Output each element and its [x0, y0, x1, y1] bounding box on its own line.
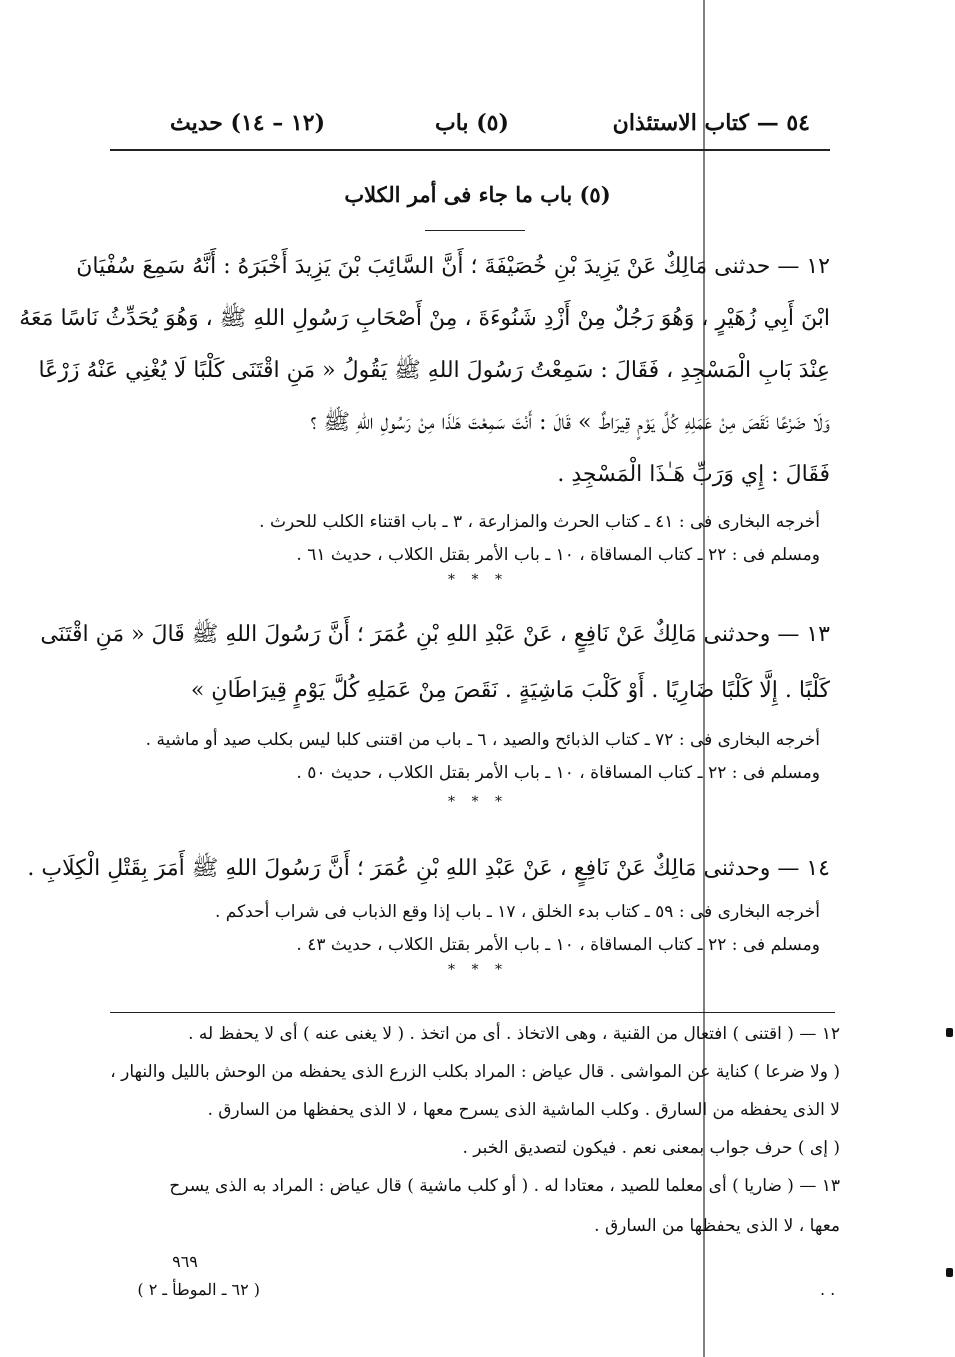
hadith-13-line-1: ١٣ — وحدثنى مَالِكٌ عَنْ نَافِعٍ ، عَنْ عَبْدِ اللهِ بْنِ عُمَرَ ؛ أَنَّ رَسُولَ اللهِ ﷺ قَالَ « مَنِ اقْتَنَى: [40, 622, 830, 647]
separator-3: * * *: [448, 962, 508, 978]
footnote-line-2: ( ولا ضرعا ) كناية عن المواشى . قال عياض : المراد بكلب الزرع الذى يحفظه من الوحش بالليل والنهار ،: [110, 1062, 840, 1082]
title-underline: [425, 230, 525, 231]
hadith-13-line-2: كَلْبًا . إِلَّا كَلْبًا ضَارِيًا . أَوْ كَلْبَ مَاشِيَةٍ . نَقَصَ مِنْ عَمَلِهِ كُلَّ يَوْمٍ قِيرَاطَانِ »: [190, 678, 830, 703]
corner-dots: . .: [820, 1280, 836, 1299]
header-rule: [110, 149, 830, 151]
hadith-12-line-1: ١٢ — حدثنى مَالِكٌ عَنْ يَزِيدَ بْنِ خُصَيْفَةَ ؛ أَنَّ السَّائِبَ بْنَ يَزِيدَ أَخْبَرَهُ : أَنَّهُ سَمِعَ سُفْيَانَ: [76, 254, 830, 279]
footnote-line-6: معها ، لا الذى يحفظها من السارق .: [594, 1216, 840, 1236]
hadith-13-ref-2: ومسلم فى : ٢٢ ـ كتاب المساقاة ، ١٠ ـ باب الأمر بقتل الكلاب ، حديث ٥٠ .: [296, 763, 820, 783]
footnote-line-4: ( إى ) حرف جواب بمعنى نعم . فيكون لتصديق الخبر .: [462, 1138, 840, 1158]
hadith-14-ref-1: أخرجه البخارى فى : ٥٩ ـ كتاب بدء الخلق ، ١٧ ـ باب إذا وقع الذباب فى شراب أحدكم .: [214, 902, 820, 922]
header-hadith-range: (١٢ – ١٤) حديث: [170, 110, 325, 136]
footnote-rule: [110, 1012, 835, 1013]
hadith-13-ref-1: أخرجه البخارى فى : ٧٢ ـ كتاب الذبائح والصيد ، ٦ ـ باب من اقتنى كلبا ليس بكلب صيد أو ماشية .: [145, 730, 820, 750]
footnote-line-5: ١٣ — ( ضاريا ) أى معلما للصيد ، معتادا له . ( أو كلب ماشية ) قال عياض : المراد به الذى يسرح: [169, 1176, 840, 1196]
header-book-title: ٥٤ — كتاب الاستئذان: [612, 110, 810, 136]
hadith-12-line-3: عِنْدَ بَابِ الْمَسْجِدِ ، فَقَالَ : سَمِعْتُ رَسُولَ اللهِ ﷺ يَقُولُ « مَنِ اقْتَنَى كَلْبًا لَا يُغْنِي عَنْهُ زَرْعًا: [38, 358, 830, 383]
running-header: [150, 110, 810, 146]
hadith-14-ref-2: ومسلم فى : ٢٢ ـ كتاب المساقاة ، ١٠ ـ باب الأمر بقتل الكلاب ، حديث ٤٣ .: [296, 935, 820, 955]
hadith-12-ref-2: ومسلم فى : ٢٢ ـ كتاب المساقاة ، ١٠ ـ باب الأمر بقتل الكلاب ، حديث ٦١ .: [296, 545, 820, 565]
scan-mark: [946, 1028, 953, 1037]
hadith-14-line-1: ١٤ — وحدثنى مَالِكٌ عَنْ نَافِعٍ ، عَنْ عَبْدِ اللهِ بْنِ عُمَرَ ؛ أَنَّ رَسُولَ اللهِ ﷺ أَمَرَ بِقَتْلِ الْكِلَابِ .: [27, 856, 830, 881]
hadith-12-line-2: ابْنَ أَبِي زُهَيْرٍ ، وَهُوَ رَجُلٌ مِنْ أَزْدِ شَنُوءَةَ ، مِنْ أَصْحَابِ رَسُولِ اللهِ ﷺ ، وَهُوَ يُحَدِّثُ نَاسًا مَعَهُ: [19, 306, 830, 331]
separator-1: * * *: [448, 572, 508, 588]
chapter-title: (٥) باب ما جاء فى أمر الكلاب: [344, 182, 611, 207]
footnote-line-3: لا الذى يحفظه من السارق . وكلب الماشية الذى يسرح معها ، لا الذى يحفظها من السارق .: [207, 1100, 840, 1120]
scan-mark: [946, 1268, 953, 1277]
separator-2: * * *: [448, 794, 508, 810]
header-chapter: (٥) باب: [435, 110, 509, 136]
footnote-line-1: ١٢ — ( اقتنى ) افتعال من القنية ، وهى الاتخاذ . أى من اتخذ . ( لا يغنى عنه ) أى لا يحفظ له .: [188, 1024, 840, 1044]
signature-mark: ( ٦٢ ـ الموطأ ـ ٢ ): [137, 1280, 260, 1299]
hadith-12-line-4: وَلَا ضَرْعًا نَقَصَ مِنْ عَمَلِهِ كُلَّ يَوْمٍ قِيرَاطٌ » قَالَ : أَنْتَ سَمِعْتَ هَـٰذَا مِنْ رَسُولِ اللهِ ﷺ ؟: [310, 410, 830, 435]
hadith-12-ref-1: أخرجه البخارى فى : ٤١ ـ كتاب الحرث والمزارعة ، ٣ ـ باب اقتناء الكلب للحرث .: [259, 512, 820, 532]
page-number: ٩٦٩: [172, 1252, 198, 1271]
hadith-12-line-5: فَقَالَ : إِي وَرَبِّ هَـٰذَا الْمَسْجِدِ .: [557, 462, 830, 487]
